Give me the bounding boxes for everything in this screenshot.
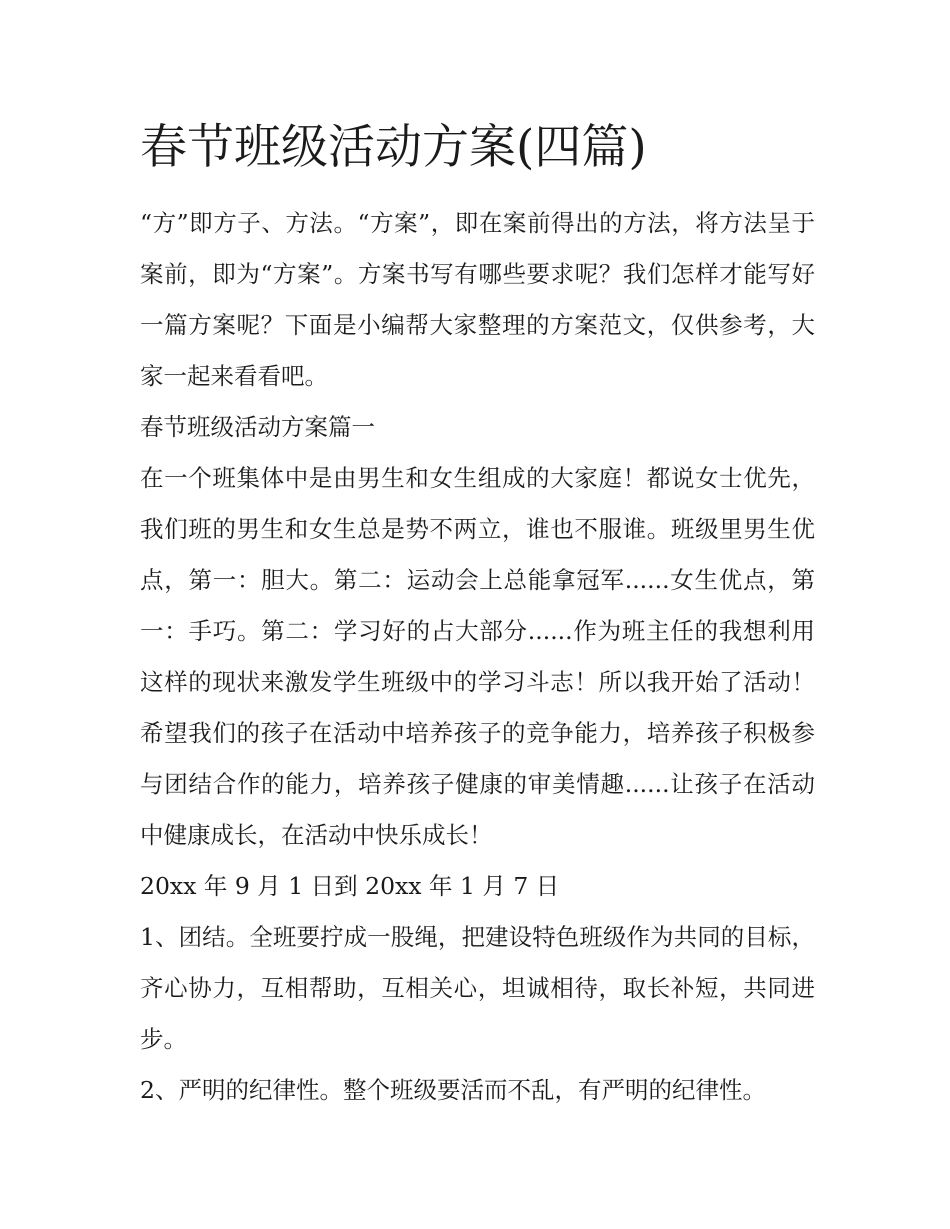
list-item: 2、严明的纪律性。整个班级要活而不乱，有严明的纪律性。: [140, 1076, 766, 1104]
document-title: 春节班级活动方案(四篇): [140, 120, 647, 175]
list-item: 1、团结。全班要拧成一股绳，把建设特色班级作为共同的目标，齐心协力，互相帮助，互相关心，坦诚相待，取长补短，共同进步。: [140, 923, 815, 1053]
intro-paragraph: “方”即方子、方法。“方案”，即在案前得出的方法，将方法呈于案前，即为“方案”。方案书写有哪些要求呢？我们怎样才能写好一篇方案呢？下面是小编帮大家整理的方案范文，仅供参考，大家一起来看看吧。: [140, 209, 815, 390]
body-paragraph: 在一个班集体中是由男生和女生组成的大家庭！都说女士优先，我们班的男生和女生总是势不两立，谁也不服谁。班级里男生优点，第一：胆大。第二：运动会上总能拿冠军......女生优点，第一：手巧。第二：学习好的占大部分......作为班主任的我想利用这样的现状来激发学生班级中的学习斗志！所以我开始了活动！希望我们的孩子在活动中培养孩子的竞争能力，培养孩子积极参与团结合作的能力，培养孩子健康的审美情趣......让孩子在活动中健康成长，在活动中快乐成长！: [140, 464, 815, 849]
date-range-line: 20xx 年 9 月 1 日到 20xx 年 1 月 7 日: [140, 872, 560, 900]
document-body: [140, 118, 815, 1116]
section-heading: 春节班级活动方案篇一: [140, 413, 375, 441]
